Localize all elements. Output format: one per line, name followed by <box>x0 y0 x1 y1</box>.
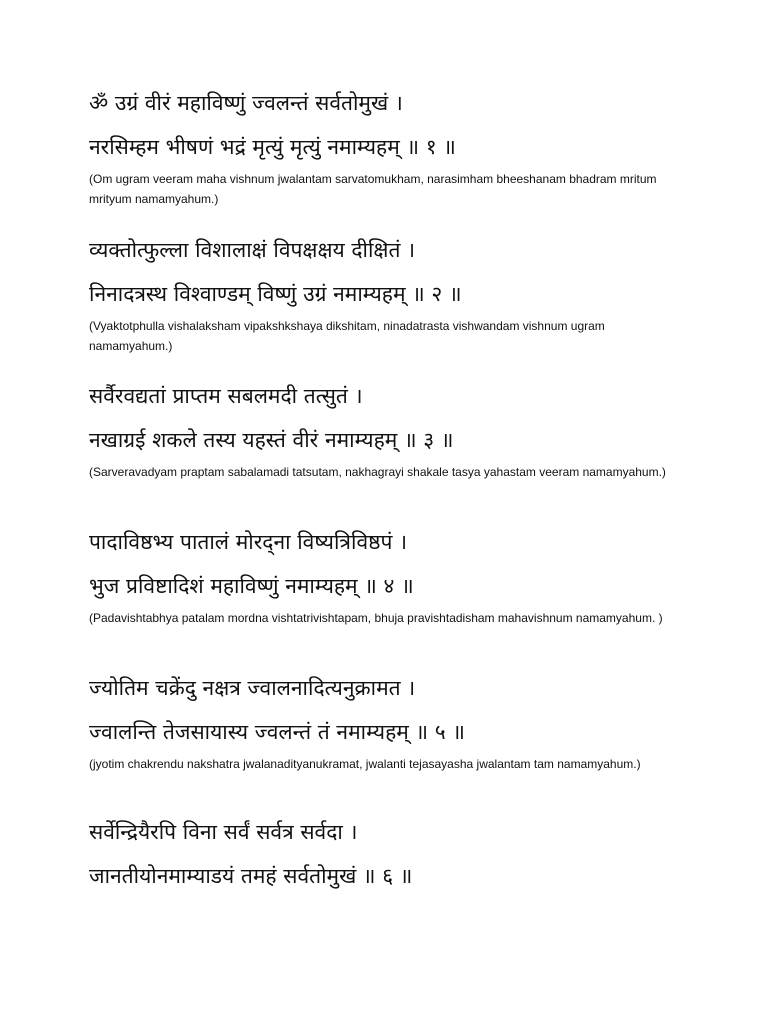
verse-transliteration: (Om ugram veeram maha vishnum jwalantam sarvatomukham, narasimham bheeshanam bhadram mritum mrityum namamyahum.) <box>89 172 657 206</box>
verse-line-sanskrit: ज्वालन्ति तेजसायास्य ज्वलन्तं तं नमाम्यहम् ॥ ५ ॥ <box>89 720 465 744</box>
verse-line-sanskrit: ॐ उग्रं वीरं महाविष्णुं ज्वलन्तं सर्वतोमुखं । <box>89 91 403 115</box>
verse-4 <box>89 528 709 629</box>
verse-line-sanskrit: नरसिम्हम भीषणं भद्रं मृत्युं मृत्युं नमाम्यहम् ॥ १ ॥ <box>89 135 456 159</box>
verse-line-sanskrit: व्यक्तोत्फुल्ला विशालाक्षं विपक्षक्षय दीक्षितं । <box>89 238 416 262</box>
verse-line-sanskrit: निनादत्रस्थ विश्वाण्डम् विष्णुं उग्रं नमाम्यहम् ॥ २ ॥ <box>89 282 462 306</box>
verse-2 <box>89 236 709 356</box>
verse-line-sanskrit: ज्योतिम चक्रेंदु नक्षत्र ज्वालनादित्यनुक्रामत । <box>89 676 416 700</box>
verse-transliteration: (Sarveravadyam praptam sabalamadi tatsutam, nakhagrayi shakale tasya yahastam veeram namamyahum.) <box>89 465 666 479</box>
verse-line-sanskrit: जानतीयोनमाम्याडयं तमहं सर्वतोमुखं ॥ ६ ॥ <box>89 864 413 888</box>
verse-1 <box>89 89 709 209</box>
verse-3 <box>89 382 709 483</box>
verse-line-sanskrit: सर्वैरवद्यतां प्राप्तम सबलमदी तत्सुतं । <box>89 384 363 408</box>
verse-transliteration: (Padavishtabhya patalam mordna vishtatrivishtapam, bhuja pravishtadisham mahavishnum namamyahum. ) <box>89 611 663 625</box>
verse-transliteration: (Vyaktotphulla vishalaksham vipakshkshaya dikshitam, ninadatrasta vishwandam vishnum ugram namamyahum.) <box>89 319 605 353</box>
verse-line-sanskrit: नखाग्रई शकले तस्य यहस्तं वीरं नमाम्यहम् ॥ ३ ॥ <box>89 428 454 452</box>
verse-transliteration: (jyotim chakrendu nakshatra jwalanadityanukramat, jwalanti tejasayasha jwalantam tam namamyahum.) <box>89 757 641 771</box>
verse-line-sanskrit: भुज प्रविष्टादिशं महाविष्णुं नमाम्यहम् ॥ ४ ॥ <box>89 574 414 598</box>
verse-line-sanskrit: पादाविष्ठभ्य पातालं मोरद्ना विष्यत्रिविष्ठपं । <box>89 530 408 554</box>
verse-5 <box>89 674 709 775</box>
verse-line-sanskrit: सर्वेन्द्रियैरपि विना सर्वं सर्वत्र सर्वदा । <box>89 820 358 844</box>
verse-6 <box>89 818 709 890</box>
